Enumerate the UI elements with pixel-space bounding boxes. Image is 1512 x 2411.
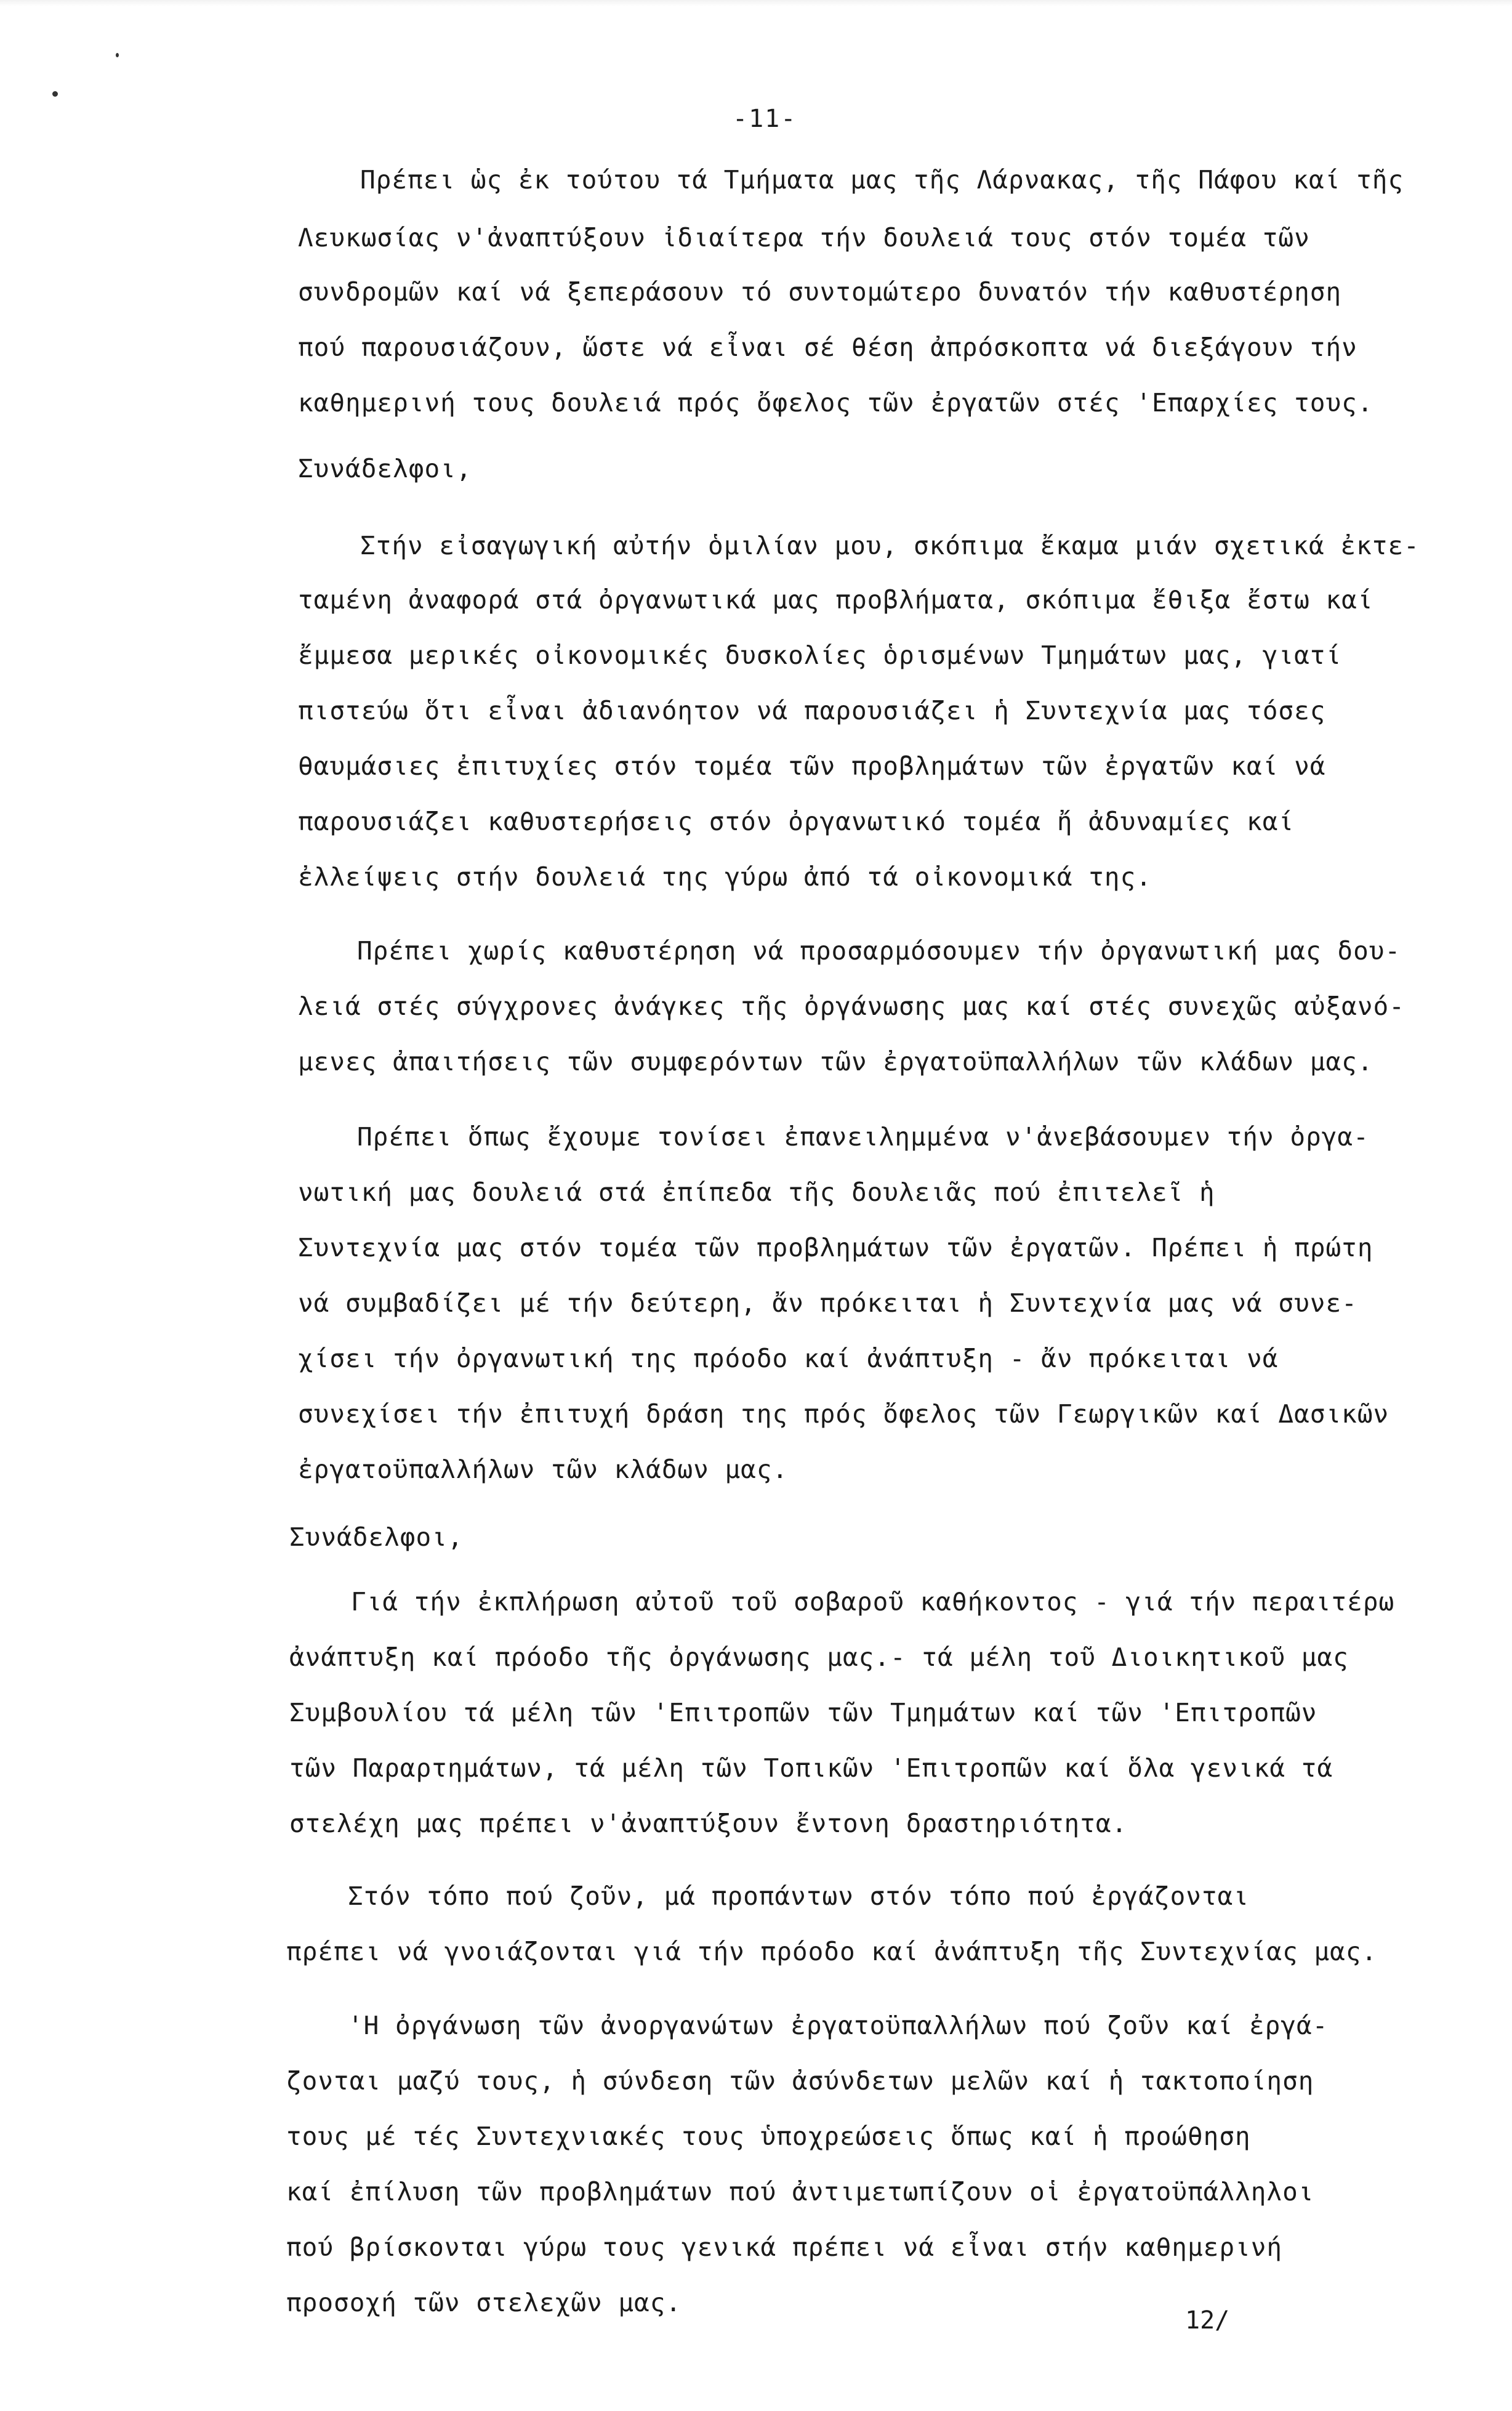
scan-speck — [52, 91, 58, 97]
text-line: πού παρουσιάζουν, ὥστε νά εἶναι σέ θέση ἀπρόσκοπτα νά διεξάγουν τήν — [298, 333, 1357, 362]
text-line: παρουσιάζει καθυστερήσεις στόν ὀργανωτικό τομέα ἤ ἀδυναμίες καί — [298, 807, 1295, 836]
text-line: Λευκωσίας ν'ἀναπτύξουν ἰδιαίτερα τήν δουλειά τους στόν τομέα τῶν — [298, 223, 1310, 252]
text-line: χίσει τήν ὀργανωτική της πρόοδο καί ἀνάπτυξη - ἄν πρόκειται νά — [298, 1344, 1279, 1373]
text-line: τους μέ τές Συντεχνιακές τους ὑποχρεώσεις ὅπως καί ἡ προώθηση — [286, 2122, 1251, 2151]
text-line: προσοχή τῶν στελεχῶν μας. — [286, 2288, 682, 2317]
text-line: 'Η ὀργάνωση τῶν ἀνοργανώτων ἐργατοϋπαλλήλων πού ζοῦν καί ἐργά- — [348, 2011, 1329, 2040]
text-line: Συντεχνία μας στόν τομέα τῶν προβλημάτων τῶν ἐργατῶν. Πρέπει ἡ πρώτη — [298, 1233, 1373, 1262]
text-line: ζονται μαζύ τους, ἡ σύνδεση τῶν ἀσύνδετων μελῶν καί ἡ τακτοποίηση — [286, 2066, 1314, 2096]
text-line: Γιά τήν ἐκπλήρωση αὐτοῦ τοῦ σοβαροῦ καθήκοντος - γιά τήν περαιτέρω — [351, 1587, 1395, 1617]
text-line: στελέχη μας πρέπει ν'ἀναπτύξουν ἔντονη δραστηριότητα. — [289, 1809, 1128, 1838]
text-line: ἔμμεσα μερικές οἰκονομικές δυσκολίες ὁρισμένων Τμημάτων μας, γιατί — [298, 640, 1342, 670]
text-line: καθημερινή τους δουλειά πρός ὄφελος τῶν ἐργατῶν στές 'Επαρχίες τους. — [298, 388, 1373, 418]
text-line: συνεχίσει τήν ἐπιτυχή δράση της πρός ὄφελος τῶν Γεωργικῶν καί Δασικῶν — [298, 1399, 1389, 1429]
text-line: καί ἐπίλυση τῶν προβλημάτων πού ἀντιμετωπίζουν οἱ ἐργατοϋπάλληλοι — [286, 2177, 1314, 2207]
text-line: πρέπει νά γνοιάζονται γιά τήν πρόοδο καί ἀνάπτυξη τῆς Συντεχνίας μας. — [286, 1937, 1378, 1966]
text-line: πού βρίσκονται γύρω τους γενικά πρέπει νά εἶναι στήν καθημερινή — [286, 2232, 1283, 2262]
scan-speck — [116, 53, 119, 57]
salutation: Συνάδελφοι, — [289, 1522, 464, 1552]
text-line: ἐλλείψεις στήν δουλειά της γύρω ἀπό τά οἰκονομικά της. — [298, 862, 1152, 892]
text-line: συνδρομῶν καί νά ξεπεράσουν τό συντομώτερο δυνατόν τήν καθυστέρηση — [298, 277, 1342, 307]
text-line: νά συμβαδίζει μέ τήν δεύτερη, ἄν πρόκειται ἡ Συντεχνία μας νά συνε- — [298, 1288, 1357, 1318]
text-line: Πρέπει χωρίς καθυστέρηση νά προσαρμόσουμεν τήν ὀργανωτική μας δου- — [357, 936, 1401, 966]
text-line: Στόν τόπο πού ζοῦν, μά προπάντων στόν τόπο πού ἐργάζονται — [348, 1881, 1249, 1911]
text-line: λειά στές σύγχρονες ἀνάγκες τῆς ὀργάνωσης μας καί στές συνεχῶς αὐξανό- — [298, 991, 1405, 1021]
text-line: Πρέπει ὅπως ἔχουμε τονίσει ἐπανειλημμένα ν'ἀνεβάσουμεν τήν ὀργα- — [357, 1122, 1369, 1152]
text-line: Στήν εἰσαγωγική αὐτήν ὁμιλίαν μου, σκόπιμα ἔκαμα μιάν σχετικά ἐκτε- — [360, 531, 1420, 560]
salutation: Συνάδελφοι, — [298, 454, 472, 483]
text-line: τῶν Παραρτημάτων, τά μέλη τῶν Τοπικῶν 'Επιτροπῶν καί ὅλα γενικά τά — [289, 1753, 1333, 1783]
text-line: Πρέπει ὡς ἐκ τούτου τά Τμήματα μας τῆς Λάρνακας, τῆς Πάφου καί τῆς — [360, 165, 1404, 195]
page-number: -11- — [733, 105, 797, 133]
text-line: νωτική μας δουλειά στά ἐπίπεδα τῆς δουλειᾶς πού ἐπιτελεῖ ἡ — [298, 1177, 1215, 1207]
scan-edge — [0, 0, 1512, 6]
text-line: ἀνάπτυξη καί πρόοδο τῆς ὀργάνωσης μας.- τά μέλη τοῦ Διοικητικοῦ μας — [289, 1642, 1349, 1672]
text-line: ἐργατοϋπαλλήλων τῶν κλάδων μας. — [298, 1455, 789, 1484]
text-line: Συμβουλίου τά μέλη τῶν 'Επιτροπῶν τῶν Τμημάτων καί τῶν 'Επιτροπῶν — [289, 1698, 1317, 1727]
text-line: πιστεύω ὅτι εἶναι ἀδιανόητον νά παρουσιάζει ἡ Συντεχνία μας τόσες — [298, 696, 1326, 725]
text-line: μενες ἀπαιτήσεις τῶν συμφερόντων τῶν ἐργατοϋπαλλήλων τῶν κλάδων μας. — [298, 1047, 1373, 1076]
text-line: θαυμάσιες ἐπιτυχίες στόν τομέα τῶν προβλημάτων τῶν ἐργατῶν καί νά — [298, 751, 1326, 781]
next-page-marker: 12/ — [1185, 2306, 1230, 2335]
text-line: ταμένη ἀναφορά στά ὀργανωτικά μας προβλήματα, σκόπιμα ἔθιξα ἔστω καί — [298, 585, 1373, 615]
